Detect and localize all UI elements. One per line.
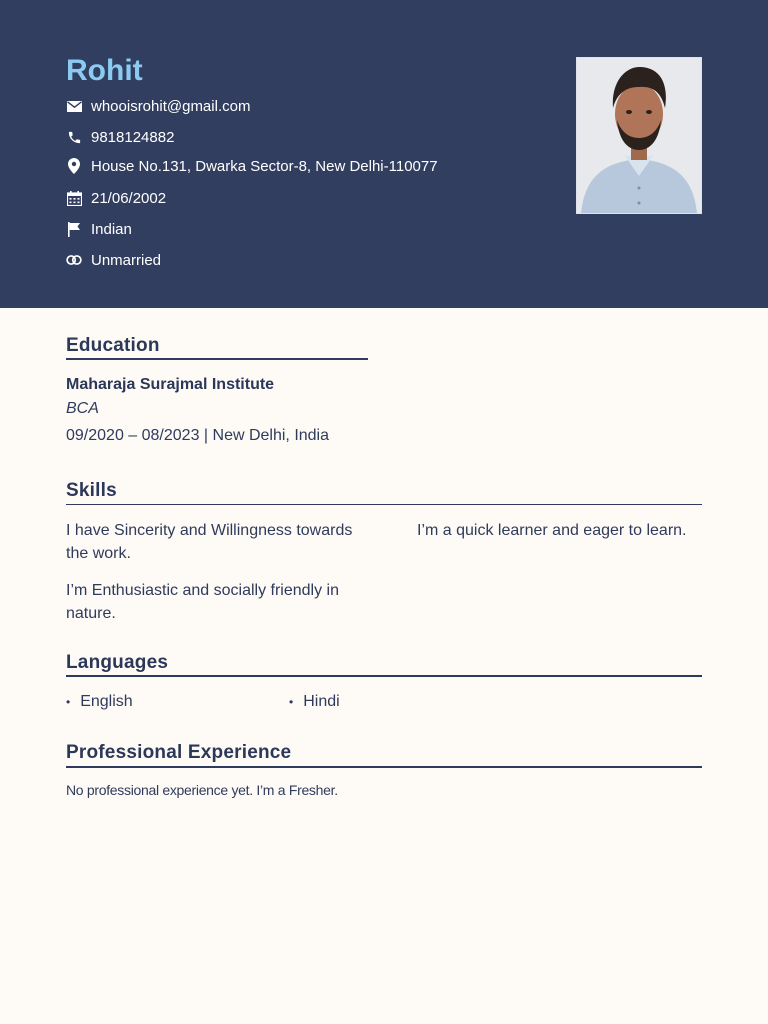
contact-email — [66, 95, 250, 117]
languages-heading: Languages — [66, 652, 169, 673]
bullet-icon: • — [289, 695, 294, 709]
nationality-text: Indian — [91, 220, 132, 238]
experience-heading: Professional Experience — [66, 742, 292, 763]
contact-nationality — [66, 218, 132, 240]
contact-phone — [66, 126, 174, 148]
skill-item: I’m a quick learner and eager to learn. — [417, 522, 687, 539]
bullet-icon: • — [66, 695, 71, 709]
skills-divider — [66, 504, 702, 505]
contact-marital-status — [66, 249, 161, 271]
phone-text: 9818124882 — [91, 128, 175, 146]
address-text: House No.131, Dwarka Sector-8, New Delhi-110077 — [91, 157, 438, 175]
language-name: Hindi — [303, 693, 340, 710]
candidate-name: Rohit — [66, 54, 143, 87]
location-pin-icon — [66, 158, 82, 174]
skills-heading: Skills — [66, 480, 117, 501]
envelope-icon — [66, 98, 82, 114]
education-dates-location: 09/2020 – 08/2023 | New Delhi, India — [66, 427, 330, 444]
education-school: Maharaja Surajmal Institute — [66, 376, 275, 393]
education-heading: Education — [66, 335, 160, 356]
contact-address — [66, 155, 438, 177]
language-item — [66, 691, 133, 713]
education-divider — [66, 358, 368, 360]
profile-photo — [576, 57, 702, 214]
contact-dob — [66, 187, 166, 209]
language-item — [289, 691, 340, 713]
email-text: whooisrohit@gmail.com — [91, 97, 251, 115]
language-name: English — [80, 693, 133, 710]
education-degree: BCA — [66, 400, 99, 417]
skill-item: I have Sincerity and Willingness towards the work. — [66, 522, 353, 562]
dob-text: 21/06/2002 — [91, 189, 167, 207]
marital-status-text: Unmarried — [91, 251, 162, 269]
rings-icon — [66, 252, 82, 268]
languages-divider — [66, 675, 702, 677]
experience-text: No professional experience yet. I’m a Fresher. — [66, 782, 338, 798]
skill-item: I’m Enthusiastic and socially friendly in nature. — [66, 582, 340, 622]
phone-icon — [66, 129, 82, 145]
resume-header — [0, 0, 768, 308]
flag-icon — [66, 221, 82, 237]
experience-divider — [66, 766, 702, 768]
calendar-icon — [66, 190, 82, 206]
